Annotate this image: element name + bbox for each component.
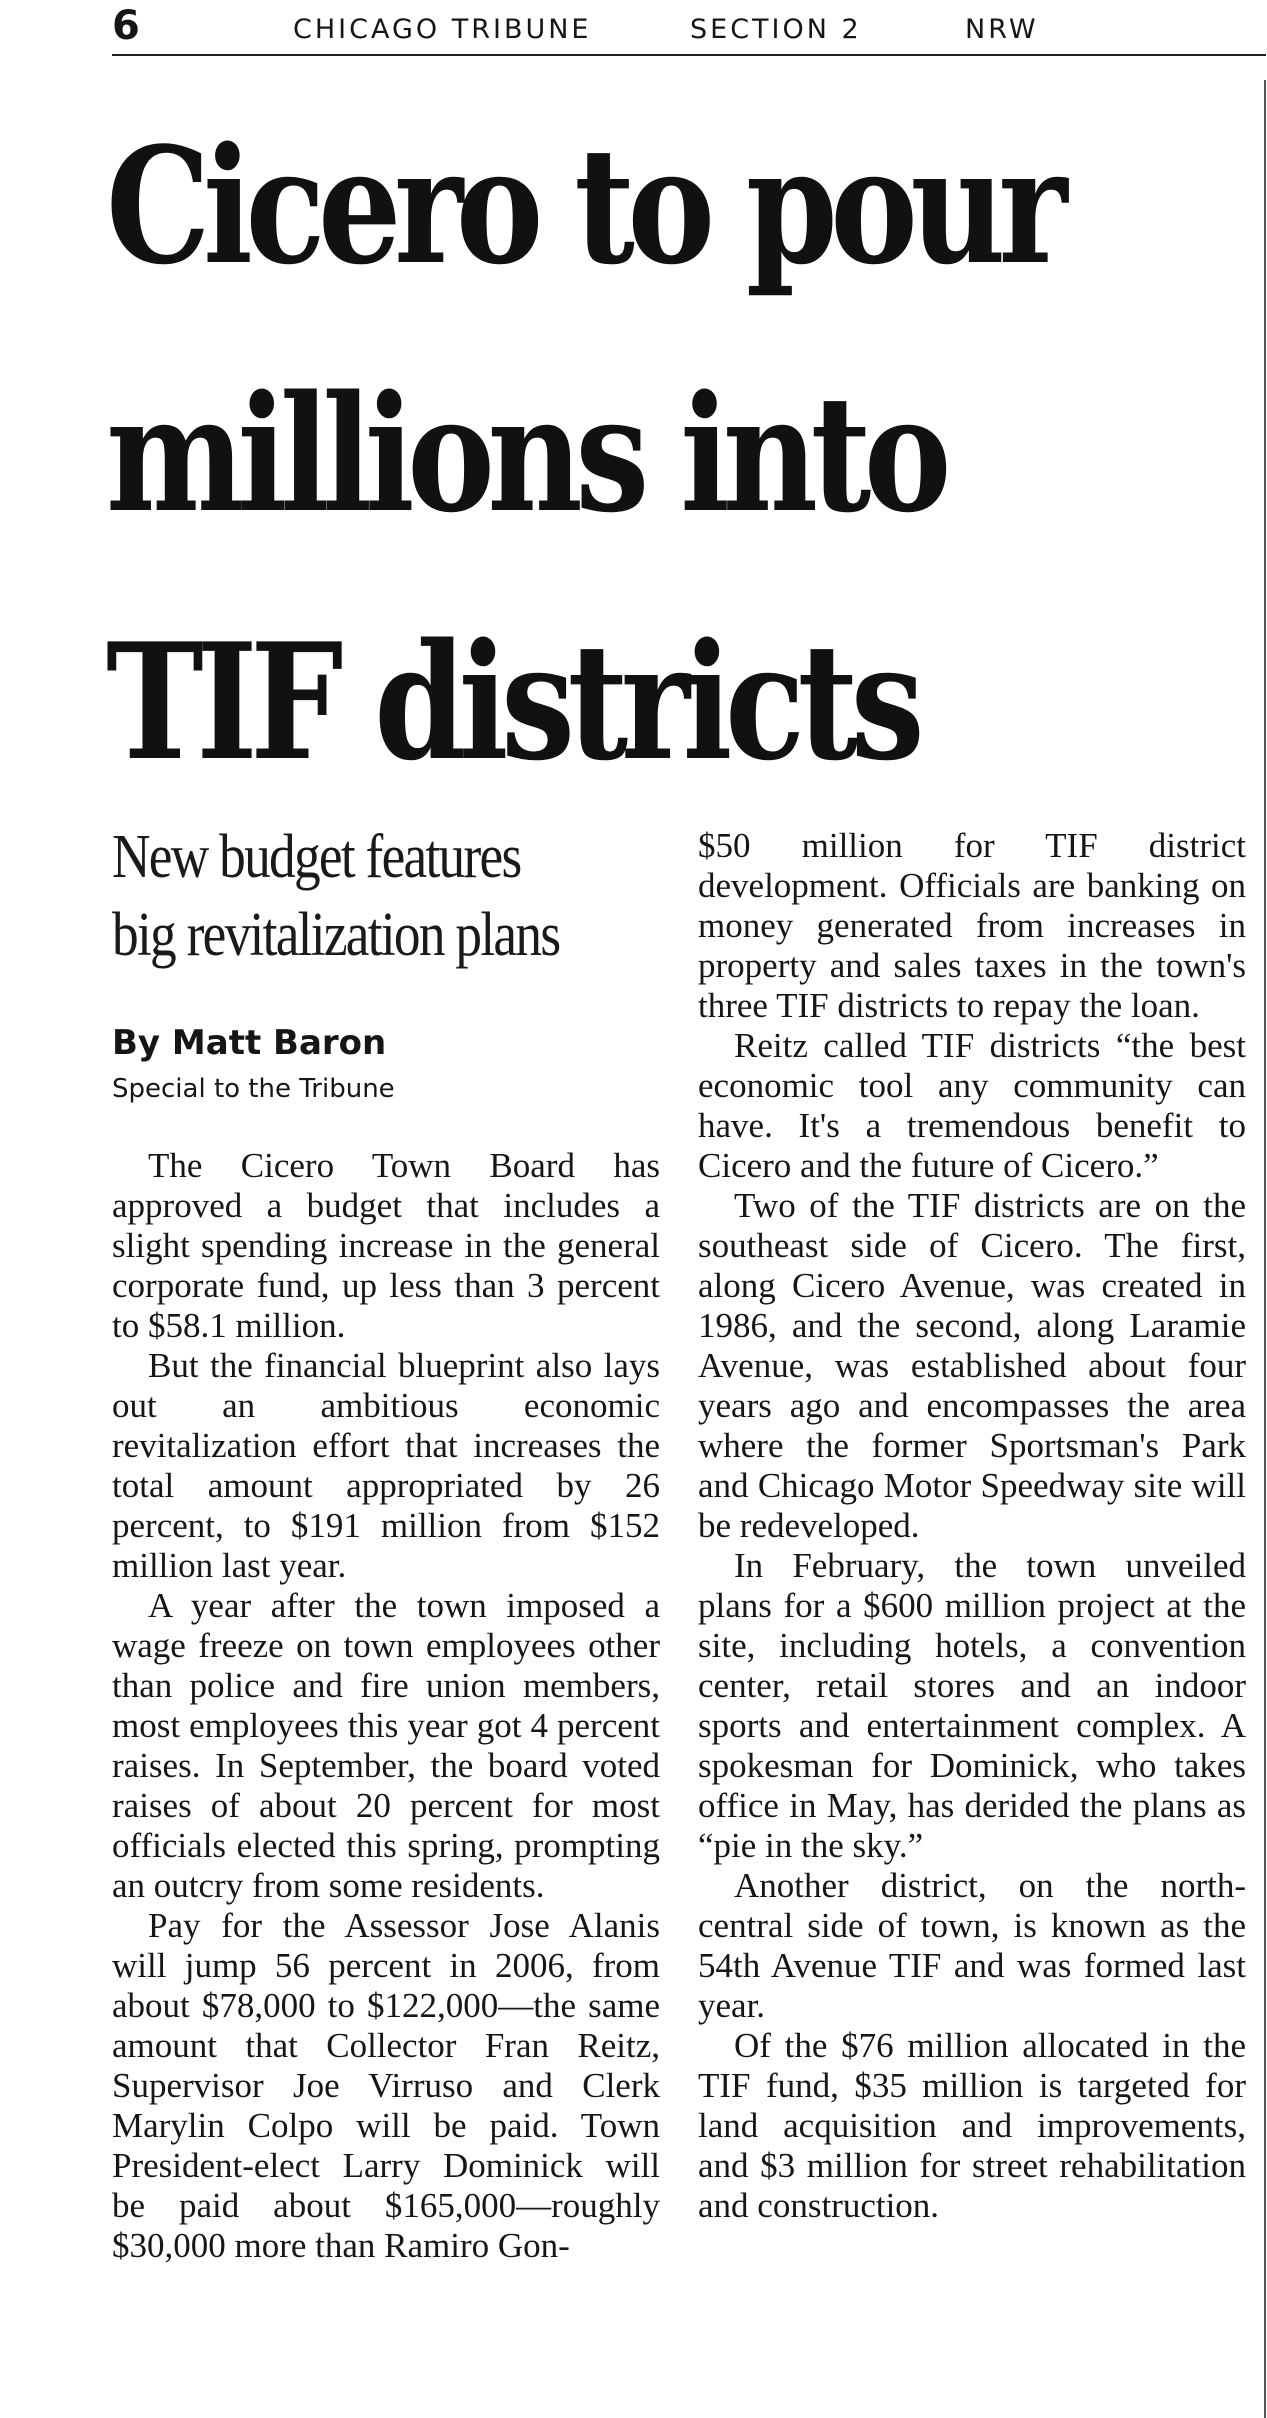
- masthead: [112, 0, 1266, 56]
- paragraph-continued: $50 million for TIF district development. Officials are banking on money generated from increases in property and sales taxes in the town's three TIF districts to repay the loan.: [698, 826, 1246, 1025]
- headline: [106, 82, 1061, 826]
- zone-label: NRW: [965, 14, 1039, 45]
- page-edge-rule: [1264, 80, 1266, 2418]
- article-column-1: [112, 1146, 660, 2266]
- paragraph: A year after the town imposed a wage freeze on town employees other than police and fire union members, most employees this year got 4 percent raises. In September, the board voted raises of about 20 percent for most officials elected this spring, prompting an outcry from some residents.: [112, 1586, 660, 1905]
- headline-line: TIF districts: [106, 608, 918, 796]
- paragraph: But the financial blueprint also lays out an ambitious economic revitalization effort that increases the total amount appropriated by 26 percent, to $191 million from $152 million last year.: [112, 1346, 660, 1585]
- headline-line: millions into: [106, 360, 945, 548]
- page-number: 6: [112, 3, 140, 49]
- byline-credit: Special to the Tribune: [112, 1074, 395, 1104]
- byline: By Matt Baron: [112, 1023, 387, 1063]
- paragraph: Of the $76 million allocated in the TIF fund, $35 million is targeted for land acquisition and improvements, and $3 million for street rehabilitation and construction.: [698, 2026, 1246, 2225]
- paragraph: Two of the TIF districts are on the southeast side of Cicero. The first, along Cicero Avenue, was created in 1986, and the second, along Laramie Avenue, was established about four years ago and encompasses the area where the former Sportsman's Park and Chicago Motor Speedway site will be redeveloped.: [698, 1186, 1246, 1545]
- subheadline-line: big revitalization plans: [112, 901, 560, 969]
- paragraph: Reitz called TIF districts “the best economic tool any community can have. It's a tremendous benefit to Cicero and the future of Cicero.”: [698, 1026, 1246, 1185]
- paragraph: Another district, on the north-central side of town, is known as the 54th Avenue TIF and was formed last year.: [698, 1866, 1246, 2025]
- article-column-2: [698, 826, 1246, 2226]
- paragraph: Pay for the Assessor Jose Alanis will jump 56 percent in 2006, from about $78,000 to $122,000—the same amount that Collector Fran Reitz, Supervisor Joe Virruso and Clerk Marylin Colpo will be paid. Town President-elect Larry Dominick will be paid about $165,000—roughly $30,000 more than Ramiro Gon-: [112, 1906, 660, 2265]
- section-label: SECTION 2: [690, 14, 862, 45]
- subheadline: [112, 818, 594, 974]
- headline-line: Cicero to pour: [106, 112, 1061, 300]
- subheadline-line: New budget features: [112, 823, 521, 891]
- paragraph: The Cicero Town Board has approved a budget that includes a slight spending increase in the general corporate fund, up less than 3 percent to $58.1 million.: [112, 1146, 660, 1345]
- paragraph: In February, the town unveiled plans for a $600 million project at the site, including hotels, a convention center, retail stores and an indoor sports and entertainment complex. A spokesman for Dominick, who takes office in May, has derided the plans as “pie in the sky.”: [698, 1546, 1246, 1865]
- publication-name: CHICAGO TRIBUNE: [293, 14, 592, 45]
